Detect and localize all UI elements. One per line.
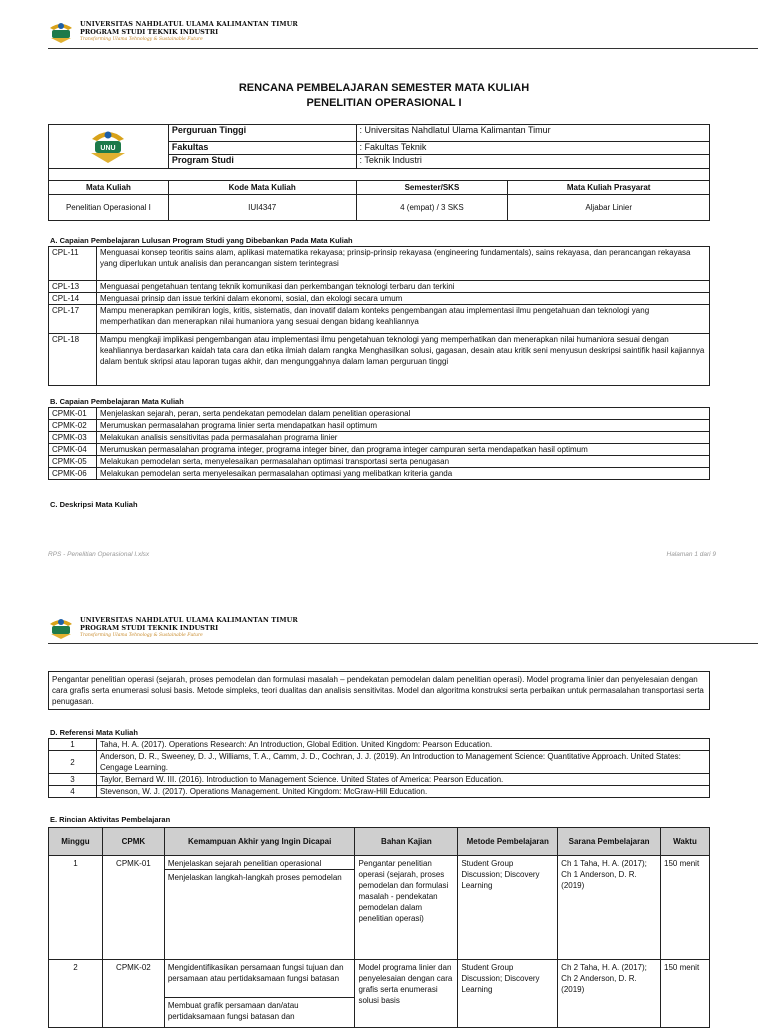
cpl-text: Mampu menerapkan pemikiran logis, kritis, sistematis, dan inovatif dalam konteks pengembangan atau implementasi ilmu pengetahuan dan teknologi yang memperhatikan dan menerapkan nilai humaniora yang sesuai dengan bidang keahliannya <box>96 305 709 334</box>
header-program-name: PROGRAM STUDI TEKNIK INDUSTRI <box>80 28 219 36</box>
activity-material: Pengantar penelitian operasi (sejarah, proses pemodelan dan formulasi masalah - pendekatan pemodelan dalam penelitian operasi) <box>355 856 458 960</box>
cpmk-code: CPMK-05 <box>49 456 97 468</box>
identity-label-faculty: Fakultas <box>168 141 356 155</box>
university-logo-icon <box>48 18 74 44</box>
activity-header-cpmk: CPMK <box>102 828 164 856</box>
activity-header-method: Metode Pembelajaran <box>458 828 558 856</box>
activity-table <box>48 827 710 1028</box>
cpmk-table <box>48 407 710 480</box>
footer-file-name: RPS - Penelitian Operasional I.xlsx <box>48 551 150 558</box>
course-header-name: Mata Kuliah <box>49 181 169 195</box>
activity-week: 1 <box>49 856 103 960</box>
activity-header-week: Minggu <box>49 828 103 856</box>
section-c-title: C. Deskripsi Mata Kuliah <box>50 500 138 509</box>
course-value-prereq: Aljabar Linier <box>508 195 710 221</box>
description-table <box>48 671 710 710</box>
identity-value-faculty: : Fakultas Teknik <box>356 141 709 155</box>
footer-page-number: Halaman 1 dari 9 <box>666 551 716 558</box>
doc-title-line1: RENCANA PEMBELAJARAN SEMESTER MATA KULIAH <box>238 82 530 94</box>
identity-label-institution: Perguruan Tinggi <box>168 125 356 142</box>
identity-table <box>48 124 710 221</box>
course-header-code: Kode Mata Kuliah <box>168 181 356 195</box>
activity-header-ability: Kemampuan Akhir yang Ingin Dicapai <box>164 828 355 856</box>
reference-number: 2 <box>49 751 97 774</box>
reference-number: 4 <box>49 786 97 798</box>
activity-ability: Membuat grafik persamaan dan/atau pertidaksamaan fungsi batasan dan <box>164 998 355 1028</box>
header-tagline: Transforming Ulama Tehnology & Sustainable Future <box>80 633 203 638</box>
activity-header-media: Sarana Pembelajaran <box>558 828 661 856</box>
cpmk-code: CPMK-06 <box>49 468 97 480</box>
cpl-text: Mampu mengkaji implikasi pengembangan atau implementasi ilmu pengetahuan teknologi yang memperhatikan dan menerapkan nilai humaniora sesuai dengan keahliannya berdasarkan kaidah tata cara dan etika ilmiah dalam rangka Menghasilkan solusi, gagasan, desain atau kritik seni menyusun deskripsi saintifik hasil kajiannya dalam bentuk skripsi atau laporan tugas akhir, dan mengunggahnya dalam laman perguruan tinggi <box>96 334 709 386</box>
activity-week: 2 <box>49 960 103 1028</box>
course-value-name: Penelitian Operasional I <box>49 195 169 221</box>
cpmk-text: Merumuskan permasalahan programa linier serta mendapatkan hasil optimum <box>96 420 709 432</box>
unu-emblem-icon <box>86 125 130 165</box>
activity-header-material: Bahan Kajian <box>355 828 458 856</box>
course-value-code: IUI4347 <box>168 195 356 221</box>
activity-material: Model programa linier dan penyelesaian dengan cara grafis serta enumerasi solusi basis <box>355 960 458 1028</box>
header-divider <box>48 48 758 49</box>
cpmk-text: Merumuskan permasalahan programa integer, programa integer biner, dan programa integer campuran serta mendapatkan hasil optimum <box>96 444 709 456</box>
cpmk-text: Menjelaskan sejarah, peran, serta pendekatan pemodelan dalam penelitian operasional <box>96 408 709 420</box>
course-header-prereq: Mata Kuliah Prasyarat <box>508 181 710 195</box>
activity-ability: Menjelaskan langkah-langkah proses pemodelan <box>164 870 355 960</box>
cpmk-text: Melakukan pemodelan serta, menyelesaikan permasalahan optimasi transportasi serta penugasan <box>96 456 709 468</box>
course-description: Pengantar penelitian operasi (sejarah, proses pemodelan dan formulasi masalah – pendekatan pemodelan dalam penelitian operasi). Model programa linier dan penyelesaian dengan cara grafis serta enumerasi solusi basis. Metode simpleks, teori dualitas dan analisis sensitivitas. Model dan algoritma konstruksi serta perbaikan untuk permasalahan transportasi serta penugasan. <box>49 672 710 710</box>
activity-cpmk: CPMK-02 <box>102 960 164 1028</box>
reference-text: Taylor, Bernard W. III. (2016). Introduction to Management Science. United States of America: Pearson Education. <box>96 774 709 786</box>
activity-time: 150 menit <box>661 960 710 1028</box>
section-d-title: D. Referensi Mata Kuliah <box>50 728 138 737</box>
cpl-text: Menguasai prinsip dan issue terkini dalam ekonomi, sosial, dan ekologi secara umum <box>96 293 709 305</box>
cpmk-text: Melakukan analisis sensitivitas pada permasalahan programa linier <box>96 432 709 444</box>
header-tagline: Transforming Ulama Tehnology & Sustainable Future <box>80 37 203 42</box>
section-e-title: E. Rincian Aktivitas Pembelajaran <box>50 815 171 824</box>
cpmk-code: CPMK-03 <box>49 432 97 444</box>
cpl-table <box>48 246 710 386</box>
svg-text:UNU: UNU <box>100 145 117 152</box>
activity-method: Student Group Discussion; Discovery Learning <box>458 856 558 960</box>
activity-ability: Mengidentifikasikan persamaan fungsi tujuan dan persamaan atau pertidaksamaan fungsi batasan <box>164 960 355 998</box>
cpl-code: CPL-11 <box>49 247 97 281</box>
identity-value-program: : Teknik Industri <box>356 155 709 169</box>
activity-method: Student Group Discussion; Discovery Learning <box>458 960 558 1028</box>
header-divider <box>48 643 758 644</box>
identity-label-program: Program Studi <box>168 155 356 169</box>
header-university-name: UNIVERSITAS NAHDLATUL ULAMA KALIMANTAN TIMUR <box>80 20 298 28</box>
cpmk-text: Melakukan pemodelan serta menyelesaikan permasalahan optimasi yang melibatkan kriteria ganda <box>96 468 709 480</box>
cpmk-code: CPMK-04 <box>49 444 97 456</box>
cpmk-code: CPMK-02 <box>49 420 97 432</box>
cpl-code: CPL-18 <box>49 334 97 386</box>
cpl-text: Menguasai konsep teoritis sains alam, aplikasi matematika rekayasa; prinsip-prinsip rekayasa (engineering fundamentals), sains rekayasa, dan perancangan rekayasa yang diperlukan untuk analisis dan perancangan sistem terintegrasi <box>96 247 709 281</box>
cpmk-code: CPMK-01 <box>49 408 97 420</box>
activity-header-time: Waktu <box>661 828 710 856</box>
identity-spacer <box>49 169 710 181</box>
reference-number: 1 <box>49 739 97 751</box>
activity-ability: Menjelaskan sejarah penelitian operasional <box>164 856 355 870</box>
reference-text: Anderson, D. R., Sweeney, D. J., Williams, T. A., Camm, J. D., Cochran, J. J. (2019). An Introduction to Management Science: Quantitative Approach. United States: Cengage Learning. <box>96 751 709 774</box>
activity-time: 150 menit <box>661 856 710 960</box>
cpl-code: CPL-17 <box>49 305 97 334</box>
header-university-name: UNIVERSITAS NAHDLATUL ULAMA KALIMANTAN TIMUR <box>80 616 298 624</box>
reference-text: Stevenson, W. J. (2017). Operations Management. United Kingdom: McGraw-Hill Education. <box>96 786 709 798</box>
doc-title-line2: PENELITIAN OPERASIONAL I <box>306 97 462 109</box>
cpl-code: CPL-13 <box>49 281 97 293</box>
reference-table <box>48 738 710 798</box>
cpl-code: CPL-14 <box>49 293 97 305</box>
activity-media: Ch 2 Taha, H. A. (2017); Ch 2 Anderson, D. R. (2019) <box>558 960 661 1028</box>
section-b-title: B. Capaian Pembelajaran Mata Kuliah <box>50 397 184 406</box>
reference-text: Taha, H. A. (2017). Operations Research: An Introduction, Global Edition. United Kingdom: Pearson Education. <box>96 739 709 751</box>
university-logo-icon <box>48 614 74 640</box>
course-value-semester: 4 (empat) / 3 SKS <box>356 195 508 221</box>
course-header-semester: Semester/SKS <box>356 181 508 195</box>
identity-value-institution: : Universitas Nahdlatul Ulama Kalimantan Timur <box>356 125 709 142</box>
header-program-name: PROGRAM STUDI TEKNIK INDUSTRI <box>80 624 219 632</box>
activity-cpmk: CPMK-01 <box>102 856 164 960</box>
identity-logo-cell <box>49 125 169 169</box>
reference-number: 3 <box>49 774 97 786</box>
section-a-title: A. Capaian Pembelajaran Lulusan Program Studi yang Dibebankan Pada Mata Kuliah <box>50 236 353 245</box>
cpl-text: Menguasai pengetahuan tentang teknik komunikasi dan perkembangan teknologi terbaru dan terkini <box>96 281 709 293</box>
activity-media: Ch 1 Taha, H. A. (2017); Ch 1 Anderson, D. R. (2019) <box>558 856 661 960</box>
